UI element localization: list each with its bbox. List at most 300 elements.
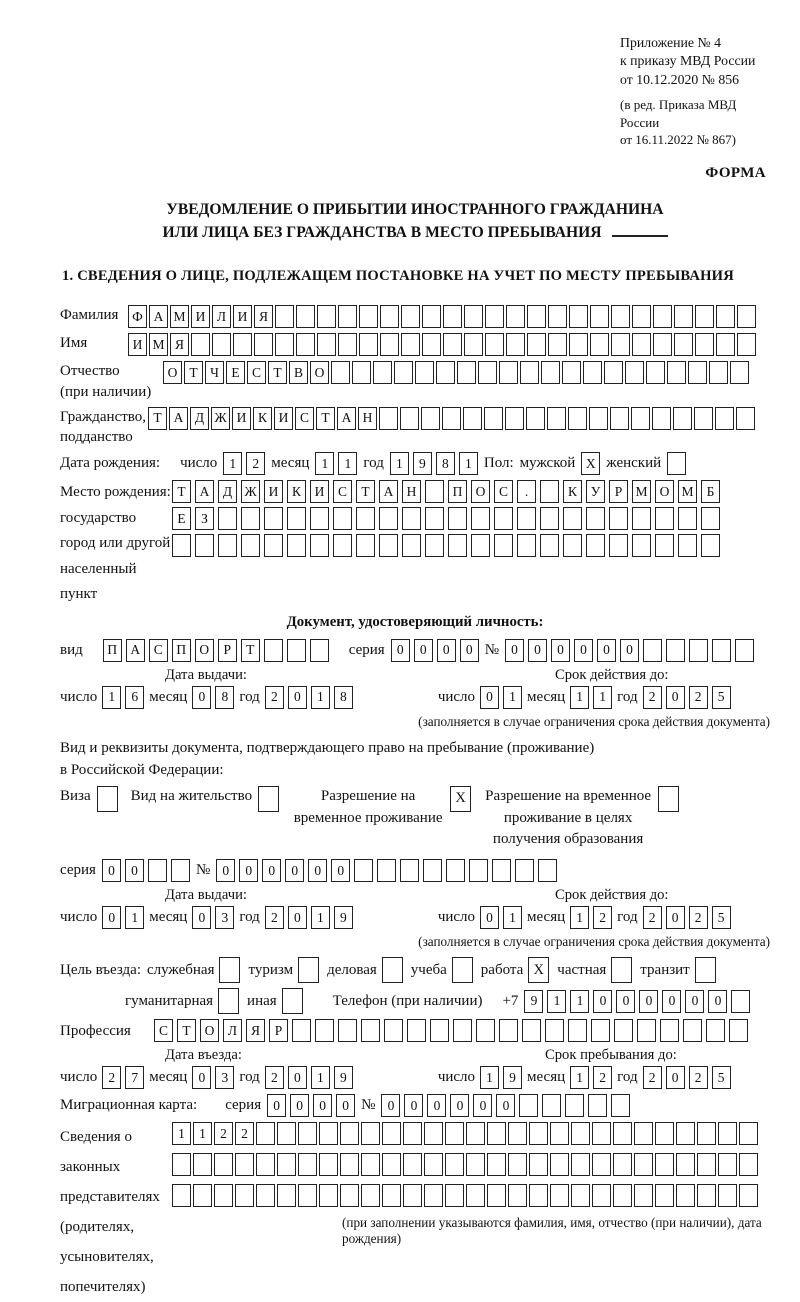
box-cell[interactable]: 0 [288, 686, 307, 709]
box-cell[interactable] [340, 1184, 359, 1207]
box-cell[interactable]: 1 [480, 1066, 499, 1089]
box-cell[interactable] [310, 534, 329, 557]
box-cell[interactable] [586, 534, 605, 557]
box-cell[interactable]: А [126, 639, 145, 662]
box-cell[interactable]: Е [172, 507, 191, 530]
box-cell[interactable] [298, 1184, 317, 1207]
box-cell[interactable] [695, 957, 716, 983]
identity-issue-year-boxes[interactable] [265, 686, 353, 709]
box-cell[interactable] [382, 1153, 401, 1176]
box-cell[interactable] [563, 507, 582, 530]
residence-expiry-year-boxes[interactable] [643, 906, 731, 929]
box-cell[interactable]: 0 [404, 1094, 423, 1117]
box-cell[interactable] [589, 407, 608, 430]
box-cell[interactable] [613, 1153, 632, 1176]
box-cell[interactable] [653, 305, 672, 328]
purpose-work-checkbox[interactable] [528, 957, 549, 983]
box-cell[interactable] [354, 859, 373, 882]
box-cell[interactable]: 1 [503, 906, 522, 929]
box-cell[interactable] [361, 1019, 380, 1042]
sex-male-checkbox[interactable] [581, 452, 600, 475]
box-cell[interactable]: П [103, 639, 122, 662]
box-cell[interactable]: Н [402, 480, 421, 503]
box-cell[interactable]: 1 [315, 452, 334, 475]
box-cell[interactable] [676, 1153, 695, 1176]
box-cell[interactable] [506, 333, 525, 356]
box-cell[interactable] [565, 1094, 584, 1117]
box-cell[interactable] [402, 534, 421, 557]
box-cell[interactable] [592, 1184, 611, 1207]
box-cell[interactable]: 1 [390, 452, 409, 475]
box-cell[interactable] [655, 534, 674, 557]
box-cell[interactable] [519, 1094, 538, 1117]
box-cell[interactable] [338, 1019, 357, 1042]
box-cell[interactable] [425, 534, 444, 557]
box-cell[interactable] [430, 1019, 449, 1042]
box-cell[interactable] [643, 639, 662, 662]
box-cell[interactable] [401, 333, 420, 356]
box-cell[interactable]: 2 [593, 906, 612, 929]
box-cell[interactable]: 0 [666, 1066, 685, 1089]
box-cell[interactable] [484, 407, 503, 430]
box-cell[interactable] [590, 333, 609, 356]
box-cell[interactable] [476, 1019, 495, 1042]
box-cell[interactable]: Л [212, 305, 231, 328]
box-cell[interactable] [563, 534, 582, 557]
box-cell[interactable] [674, 333, 693, 356]
box-cell[interactable]: С [154, 1019, 173, 1042]
birth-place-row2-boxes[interactable] [172, 507, 720, 530]
box-cell[interactable] [287, 534, 306, 557]
box-cell[interactable] [487, 1184, 506, 1207]
box-cell[interactable]: О [655, 480, 674, 503]
box-cell[interactable] [422, 305, 441, 328]
box-cell[interactable] [718, 1122, 737, 1145]
box-cell[interactable]: X [450, 786, 471, 812]
box-cell[interactable] [540, 507, 559, 530]
box-cell[interactable] [400, 407, 419, 430]
box-cell[interactable]: 0 [192, 906, 211, 929]
box-cell[interactable] [282, 988, 303, 1014]
birth-day-boxes[interactable] [223, 452, 265, 475]
box-cell[interactable]: 1 [172, 1122, 191, 1145]
box-cell[interactable]: А [149, 305, 168, 328]
box-cell[interactable] [646, 361, 665, 384]
box-cell[interactable]: 0 [262, 859, 281, 882]
box-cell[interactable] [695, 333, 714, 356]
identity-issue-month-boxes[interactable] [192, 686, 234, 709]
box-cell[interactable]: Т [268, 361, 287, 384]
box-cell[interactable] [466, 1122, 485, 1145]
box-cell[interactable]: И [274, 407, 293, 430]
box-cell[interactable] [298, 957, 319, 983]
box-cell[interactable] [715, 407, 734, 430]
box-cell[interactable]: 0 [336, 1094, 355, 1117]
box-cell[interactable] [340, 1153, 359, 1176]
birth-place-row3-boxes[interactable] [172, 534, 720, 557]
purpose-humanitarian-checkbox[interactable] [218, 988, 239, 1014]
box-cell[interactable] [172, 534, 191, 557]
box-cell[interactable] [609, 507, 628, 530]
box-cell[interactable] [695, 305, 714, 328]
residence-issue-month-boxes[interactable] [192, 906, 234, 929]
box-cell[interactable] [446, 859, 465, 882]
box-cell[interactable]: 0 [473, 1094, 492, 1117]
box-cell[interactable] [655, 1184, 674, 1207]
box-cell[interactable] [487, 1122, 506, 1145]
box-cell[interactable]: 1 [570, 686, 589, 709]
box-cell[interactable] [614, 1019, 633, 1042]
box-cell[interactable]: 2 [689, 1066, 708, 1089]
box-cell[interactable] [333, 507, 352, 530]
box-cell[interactable] [667, 361, 686, 384]
box-cell[interactable]: 9 [334, 1066, 353, 1089]
box-cell[interactable]: И [128, 333, 147, 356]
box-cell[interactable] [712, 639, 731, 662]
box-cell[interactable]: 0 [460, 639, 479, 662]
box-cell[interactable]: Т [356, 480, 375, 503]
box-cell[interactable]: 0 [597, 639, 616, 662]
box-cell[interactable]: 0 [288, 1066, 307, 1089]
box-cell[interactable] [529, 1153, 548, 1176]
box-cell[interactable]: Р [218, 639, 237, 662]
box-cell[interactable] [469, 859, 488, 882]
box-cell[interactable] [610, 407, 629, 430]
box-cell[interactable]: 2 [246, 452, 265, 475]
box-cell[interactable] [550, 1184, 569, 1207]
box-cell[interactable] [214, 1153, 233, 1176]
box-cell[interactable] [382, 957, 403, 983]
box-cell[interactable] [548, 333, 567, 356]
box-cell[interactable] [632, 534, 651, 557]
box-cell[interactable]: 1 [570, 906, 589, 929]
identity-expiry-month-boxes[interactable] [570, 686, 612, 709]
box-cell[interactable] [674, 305, 693, 328]
box-cell[interactable] [361, 1153, 380, 1176]
box-cell[interactable] [569, 305, 588, 328]
box-cell[interactable] [718, 1184, 737, 1207]
box-cell[interactable] [611, 333, 630, 356]
box-cell[interactable]: 1 [459, 452, 478, 475]
box-cell[interactable] [678, 507, 697, 530]
box-cell[interactable]: 5 [712, 1066, 731, 1089]
box-cell[interactable]: 1 [570, 990, 589, 1013]
box-cell[interactable] [550, 1153, 569, 1176]
box-cell[interactable]: С [494, 480, 513, 503]
box-cell[interactable] [402, 507, 421, 530]
box-cell[interactable] [697, 1122, 716, 1145]
box-cell[interactable]: X [528, 957, 549, 983]
box-cell[interactable] [264, 507, 283, 530]
box-cell[interactable] [683, 1019, 702, 1042]
box-cell[interactable]: Я [170, 333, 189, 356]
box-cell[interactable] [241, 534, 260, 557]
box-cell[interactable]: 0 [308, 859, 327, 882]
box-cell[interactable]: А [195, 480, 214, 503]
box-cell[interactable] [400, 859, 419, 882]
box-cell[interactable] [588, 1094, 607, 1117]
box-cell[interactable] [478, 361, 497, 384]
citizenship-boxes[interactable] [148, 407, 755, 430]
box-cell[interactable] [403, 1122, 422, 1145]
box-cell[interactable] [676, 1122, 695, 1145]
box-cell[interactable]: И [191, 305, 210, 328]
box-cell[interactable]: 1 [125, 906, 144, 929]
box-cell[interactable]: А [337, 407, 356, 430]
box-cell[interactable]: 1 [503, 686, 522, 709]
box-cell[interactable]: Р [269, 1019, 288, 1042]
box-cell[interactable] [701, 507, 720, 530]
box-cell[interactable]: О [471, 480, 490, 503]
box-cell[interactable]: 3 [215, 1066, 234, 1089]
box-cell[interactable]: 0 [285, 859, 304, 882]
box-cell[interactable] [655, 1122, 674, 1145]
visa-checkbox[interactable] [97, 786, 118, 812]
box-cell[interactable]: 1 [223, 452, 242, 475]
box-cell[interactable] [193, 1184, 212, 1207]
box-cell[interactable]: Т [316, 407, 335, 430]
box-cell[interactable] [689, 639, 708, 662]
box-cell[interactable] [235, 1153, 254, 1176]
box-cell[interactable] [384, 1019, 403, 1042]
box-cell[interactable] [464, 333, 483, 356]
box-cell[interactable]: Т [148, 407, 167, 430]
box-cell[interactable] [632, 305, 651, 328]
box-cell[interactable] [517, 534, 536, 557]
box-cell[interactable]: Я [246, 1019, 265, 1042]
box-cell[interactable] [716, 333, 735, 356]
box-cell[interactable]: 2 [689, 906, 708, 929]
box-cell[interactable]: 9 [334, 906, 353, 929]
box-cell[interactable] [317, 333, 336, 356]
box-cell[interactable]: Б [701, 480, 720, 503]
box-cell[interactable]: О [200, 1019, 219, 1042]
box-cell[interactable] [694, 407, 713, 430]
box-cell[interactable] [333, 534, 352, 557]
box-cell[interactable] [545, 1019, 564, 1042]
box-cell[interactable] [264, 534, 283, 557]
box-cell[interactable] [256, 1184, 275, 1207]
box-cell[interactable] [609, 534, 628, 557]
box-cell[interactable] [275, 333, 294, 356]
box-cell[interactable] [292, 1019, 311, 1042]
box-cell[interactable]: Д [190, 407, 209, 430]
identity-number-boxes[interactable] [505, 639, 754, 662]
box-cell[interactable]: 0 [239, 859, 258, 882]
box-cell[interactable]: 6 [125, 686, 144, 709]
box-cell[interactable] [218, 507, 237, 530]
box-cell[interactable]: 8 [334, 686, 353, 709]
purpose-business-checkbox[interactable] [382, 957, 403, 983]
box-cell[interactable] [218, 534, 237, 557]
entry-day-boxes[interactable] [102, 1066, 144, 1089]
box-cell[interactable] [319, 1184, 338, 1207]
box-cell[interactable] [706, 1019, 725, 1042]
box-cell[interactable]: 0 [480, 906, 499, 929]
box-cell[interactable]: 7 [125, 1066, 144, 1089]
box-cell[interactable]: 8 [215, 686, 234, 709]
box-cell[interactable]: 0 [288, 906, 307, 929]
box-cell[interactable] [443, 305, 462, 328]
box-cell[interactable]: 0 [391, 639, 410, 662]
residence-issue-day-boxes[interactable] [102, 906, 144, 929]
box-cell[interactable]: О [163, 361, 182, 384]
patronymic-boxes[interactable] [163, 361, 749, 384]
box-cell[interactable]: Л [223, 1019, 242, 1042]
given-name-boxes[interactable] [128, 333, 756, 356]
box-cell[interactable]: У [586, 480, 605, 503]
box-cell[interactable] [526, 407, 545, 430]
box-cell[interactable] [382, 1184, 401, 1207]
box-cell[interactable] [660, 1019, 679, 1042]
box-cell[interactable] [264, 639, 283, 662]
box-cell[interactable]: 0 [551, 639, 570, 662]
box-cell[interactable] [611, 957, 632, 983]
box-cell[interactable] [505, 407, 524, 430]
box-cell[interactable] [298, 1153, 317, 1176]
box-cell[interactable]: 9 [524, 990, 543, 1013]
box-cell[interactable] [277, 1153, 296, 1176]
box-cell[interactable] [730, 361, 749, 384]
box-cell[interactable]: 2 [265, 1066, 284, 1089]
box-cell[interactable] [678, 534, 697, 557]
box-cell[interactable] [422, 333, 441, 356]
box-cell[interactable] [464, 305, 483, 328]
box-cell[interactable] [373, 361, 392, 384]
box-cell[interactable] [697, 1153, 716, 1176]
box-cell[interactable] [571, 1153, 590, 1176]
box-cell[interactable]: К [253, 407, 272, 430]
box-cell[interactable]: 5 [712, 686, 731, 709]
box-cell[interactable] [611, 1094, 630, 1117]
box-cell[interactable] [492, 859, 511, 882]
identity-expiry-day-boxes[interactable] [480, 686, 522, 709]
temp-residence-checkbox[interactable] [450, 786, 471, 812]
box-cell[interactable] [562, 361, 581, 384]
box-cell[interactable]: С [295, 407, 314, 430]
residence-number-boxes[interactable] [216, 859, 557, 882]
box-cell[interactable]: А [379, 480, 398, 503]
box-cell[interactable] [319, 1153, 338, 1176]
purpose-tourism-checkbox[interactable] [298, 957, 319, 983]
box-cell[interactable]: 0 [450, 1094, 469, 1117]
box-cell[interactable]: 2 [643, 686, 662, 709]
box-cell[interactable]: 2 [643, 906, 662, 929]
box-cell[interactable] [739, 1184, 758, 1207]
box-cell[interactable]: П [448, 480, 467, 503]
box-cell[interactable]: 0 [414, 639, 433, 662]
birth-year-boxes[interactable] [390, 452, 478, 475]
box-cell[interactable] [568, 407, 587, 430]
box-cell[interactable]: В [289, 361, 308, 384]
box-cell[interactable]: Н [358, 407, 377, 430]
box-cell[interactable]: 1 [102, 686, 121, 709]
box-cell[interactable] [701, 534, 720, 557]
box-cell[interactable]: 1 [193, 1122, 212, 1145]
box-cell[interactable] [380, 333, 399, 356]
box-cell[interactable]: 1 [311, 906, 330, 929]
box-cell[interactable]: 1 [338, 452, 357, 475]
box-cell[interactable] [218, 988, 239, 1014]
box-cell[interactable]: М [149, 333, 168, 356]
stay-day-boxes[interactable] [480, 1066, 522, 1089]
box-cell[interactable]: 0 [267, 1094, 286, 1117]
box-cell[interactable]: 2 [265, 906, 284, 929]
box-cell[interactable] [298, 1122, 317, 1145]
box-cell[interactable]: 9 [503, 1066, 522, 1089]
box-cell[interactable] [380, 305, 399, 328]
legal-reps-row1-boxes[interactable] [172, 1122, 758, 1145]
box-cell[interactable] [667, 452, 686, 475]
box-cell[interactable] [277, 1122, 296, 1145]
box-cell[interactable] [697, 1184, 716, 1207]
box-cell[interactable]: И [232, 407, 251, 430]
box-cell[interactable] [296, 333, 315, 356]
surname-boxes[interactable] [128, 305, 756, 328]
box-cell[interactable] [452, 957, 473, 983]
box-cell[interactable]: 0 [574, 639, 593, 662]
box-cell[interactable]: Т [184, 361, 203, 384]
box-cell[interactable]: 0 [496, 1094, 515, 1117]
box-cell[interactable] [423, 859, 442, 882]
box-cell[interactable] [634, 1122, 653, 1145]
entry-month-boxes[interactable] [192, 1066, 234, 1089]
box-cell[interactable]: 0 [125, 859, 144, 882]
box-cell[interactable]: 2 [265, 686, 284, 709]
identity-expiry-year-boxes[interactable] [643, 686, 731, 709]
box-cell[interactable] [499, 361, 518, 384]
box-cell[interactable] [235, 1184, 254, 1207]
box-cell[interactable]: 1 [311, 1066, 330, 1089]
box-cell[interactable]: С [247, 361, 266, 384]
box-cell[interactable] [403, 1153, 422, 1176]
box-cell[interactable]: Ж [241, 480, 260, 503]
box-cell[interactable] [195, 534, 214, 557]
box-cell[interactable] [425, 507, 444, 530]
purpose-study-checkbox[interactable] [452, 957, 473, 983]
box-cell[interactable] [592, 1153, 611, 1176]
stay-year-boxes[interactable] [643, 1066, 731, 1089]
box-cell[interactable] [401, 305, 420, 328]
box-cell[interactable] [637, 1019, 656, 1042]
box-cell[interactable] [453, 1019, 472, 1042]
box-cell[interactable]: И [264, 480, 283, 503]
box-cell[interactable] [508, 1153, 527, 1176]
box-cell[interactable]: Т [177, 1019, 196, 1042]
box-cell[interactable]: 0 [593, 990, 612, 1013]
box-cell[interactable] [632, 507, 651, 530]
entry-year-boxes[interactable] [265, 1066, 353, 1089]
box-cell[interactable] [494, 534, 513, 557]
box-cell[interactable] [425, 480, 444, 503]
box-cell[interactable] [445, 1153, 464, 1176]
box-cell[interactable] [529, 1184, 548, 1207]
box-cell[interactable] [538, 859, 557, 882]
box-cell[interactable] [494, 507, 513, 530]
birth-month-boxes[interactable] [315, 452, 357, 475]
box-cell[interactable] [542, 1094, 561, 1117]
box-cell[interactable] [233, 333, 252, 356]
box-cell[interactable]: Т [172, 480, 191, 503]
box-cell[interactable] [457, 361, 476, 384]
box-cell[interactable]: 5 [712, 906, 731, 929]
box-cell[interactable]: 2 [643, 1066, 662, 1089]
box-cell[interactable] [613, 1122, 632, 1145]
profession-boxes[interactable] [154, 1019, 748, 1042]
box-cell[interactable]: С [149, 639, 168, 662]
sex-female-checkbox[interactable] [667, 452, 686, 475]
box-cell[interactable]: 0 [313, 1094, 332, 1117]
